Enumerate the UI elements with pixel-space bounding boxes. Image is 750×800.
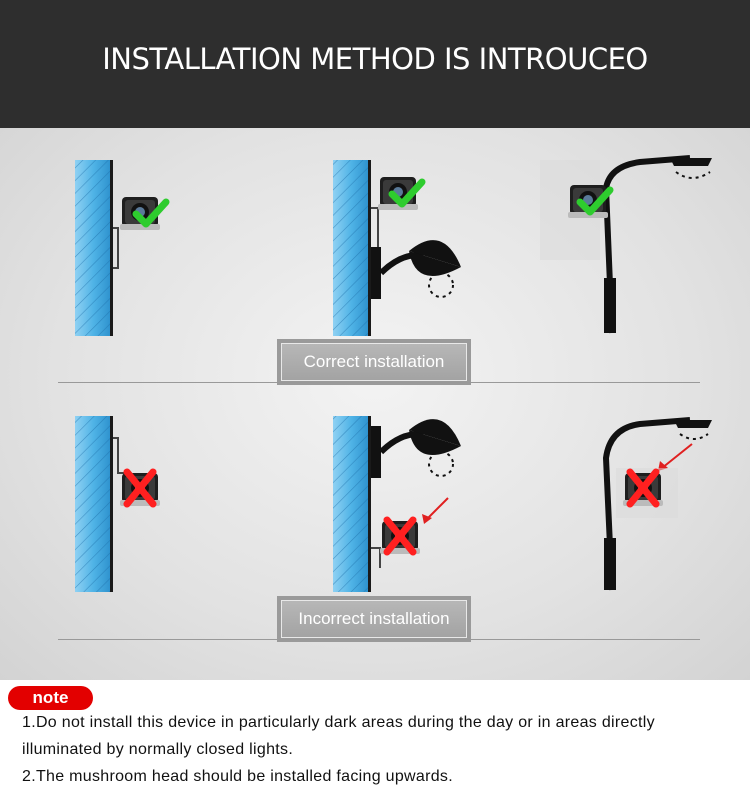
note-badge: note: [8, 686, 93, 710]
correct-wall-lamp: [333, 160, 461, 336]
incorrect-wall-lamp: [333, 416, 461, 592]
correct-installation-label: Correct installation: [277, 339, 471, 385]
section-divider: [58, 382, 700, 383]
correct-wall-left: [75, 160, 166, 336]
incorrect-wall-left: [75, 416, 160, 592]
wall-lamp-icon: [371, 240, 461, 299]
incorrect-street-lamp: [604, 420, 712, 590]
section-divider-bottom: [58, 639, 700, 640]
incorrect-installation-label: Incorrect installation: [277, 596, 471, 642]
illustration-panel: [0, 128, 750, 680]
arrow-icon: [426, 498, 448, 520]
note-line-3: 2.The mushroom head should be installed facing upwards.: [22, 768, 453, 785]
note-line-1: 1.Do not install this device in particularly dark areas during the day or in areas directly: [22, 714, 655, 731]
wall-lamp-icon: [371, 419, 461, 478]
page-title: INSTALLATION METHOD IS INTROUCEO: [102, 42, 648, 76]
arrow-icon: [662, 444, 692, 468]
note-line-2: illuminated by normally closed lights.: [22, 741, 294, 758]
header-banner: [0, 0, 750, 128]
notes-section: [0, 680, 750, 800]
correct-street-lamp: [540, 158, 712, 333]
